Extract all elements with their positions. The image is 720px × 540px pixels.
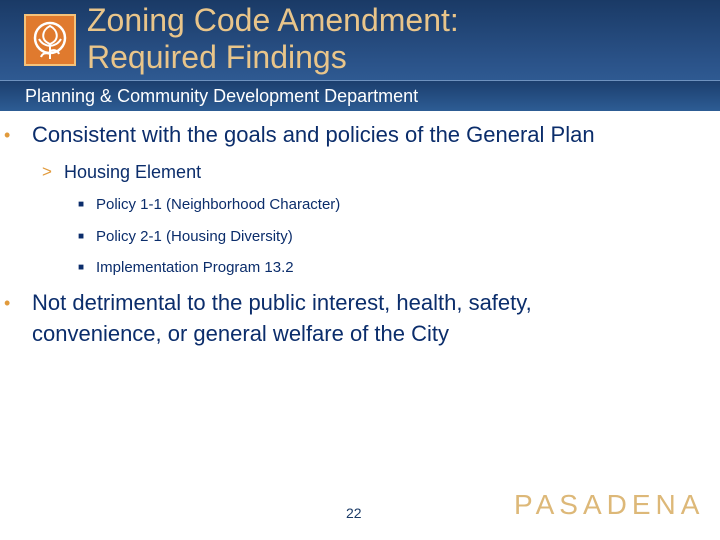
page-number: 22 — [346, 505, 362, 521]
bullet-public-interest-text — [32, 290, 532, 347]
department-subtitle: Planning & Community Development Department — [25, 86, 419, 106]
square-bullet-icon: ■ — [78, 231, 85, 242]
square-bullet-icon: ■ — [78, 199, 85, 210]
bullet-dot-icon: • — [4, 293, 11, 313]
bullet-general-plan — [0, 122, 595, 148]
chevron-right-icon: > — [42, 162, 52, 181]
bullet-dot-icon: • — [4, 125, 11, 145]
rose-logo-icon — [24, 14, 76, 66]
title-line-1: Zoning Code Amendment: — [87, 2, 459, 38]
bullet-general-plan-text: Consistent with the goals and policies of the General Plan — [32, 122, 595, 147]
subtitle-band — [0, 80, 720, 111]
title-line-2: Required Findings — [87, 39, 347, 75]
square-bullet-icon: ■ — [78, 262, 85, 273]
bullet-public-interest-line-1: Not detrimental to the public interest, health, safety, — [32, 290, 532, 315]
list-item-text: Policy 2-1 (Housing Diversity) — [96, 228, 293, 245]
bullet-public-interest-line-2: convenience, or general welfare of the City — [32, 321, 450, 346]
list-item-text: Implementation Program 13.2 — [96, 259, 294, 276]
list-item-text: Policy 1-1 (Neighborhood Character) — [96, 196, 341, 213]
slide-title — [87, 2, 707, 76]
header-band — [0, 0, 720, 110]
list-item — [78, 258, 294, 278]
sub-bullet-housing-element — [42, 161, 201, 183]
bullet-public-interest — [0, 290, 532, 347]
list-item — [78, 227, 293, 247]
sub-bullet-housing-element-text: Housing Element — [64, 162, 202, 182]
pasadena-wordmark: PASADENA — [514, 489, 705, 520]
list-item — [78, 195, 340, 215]
